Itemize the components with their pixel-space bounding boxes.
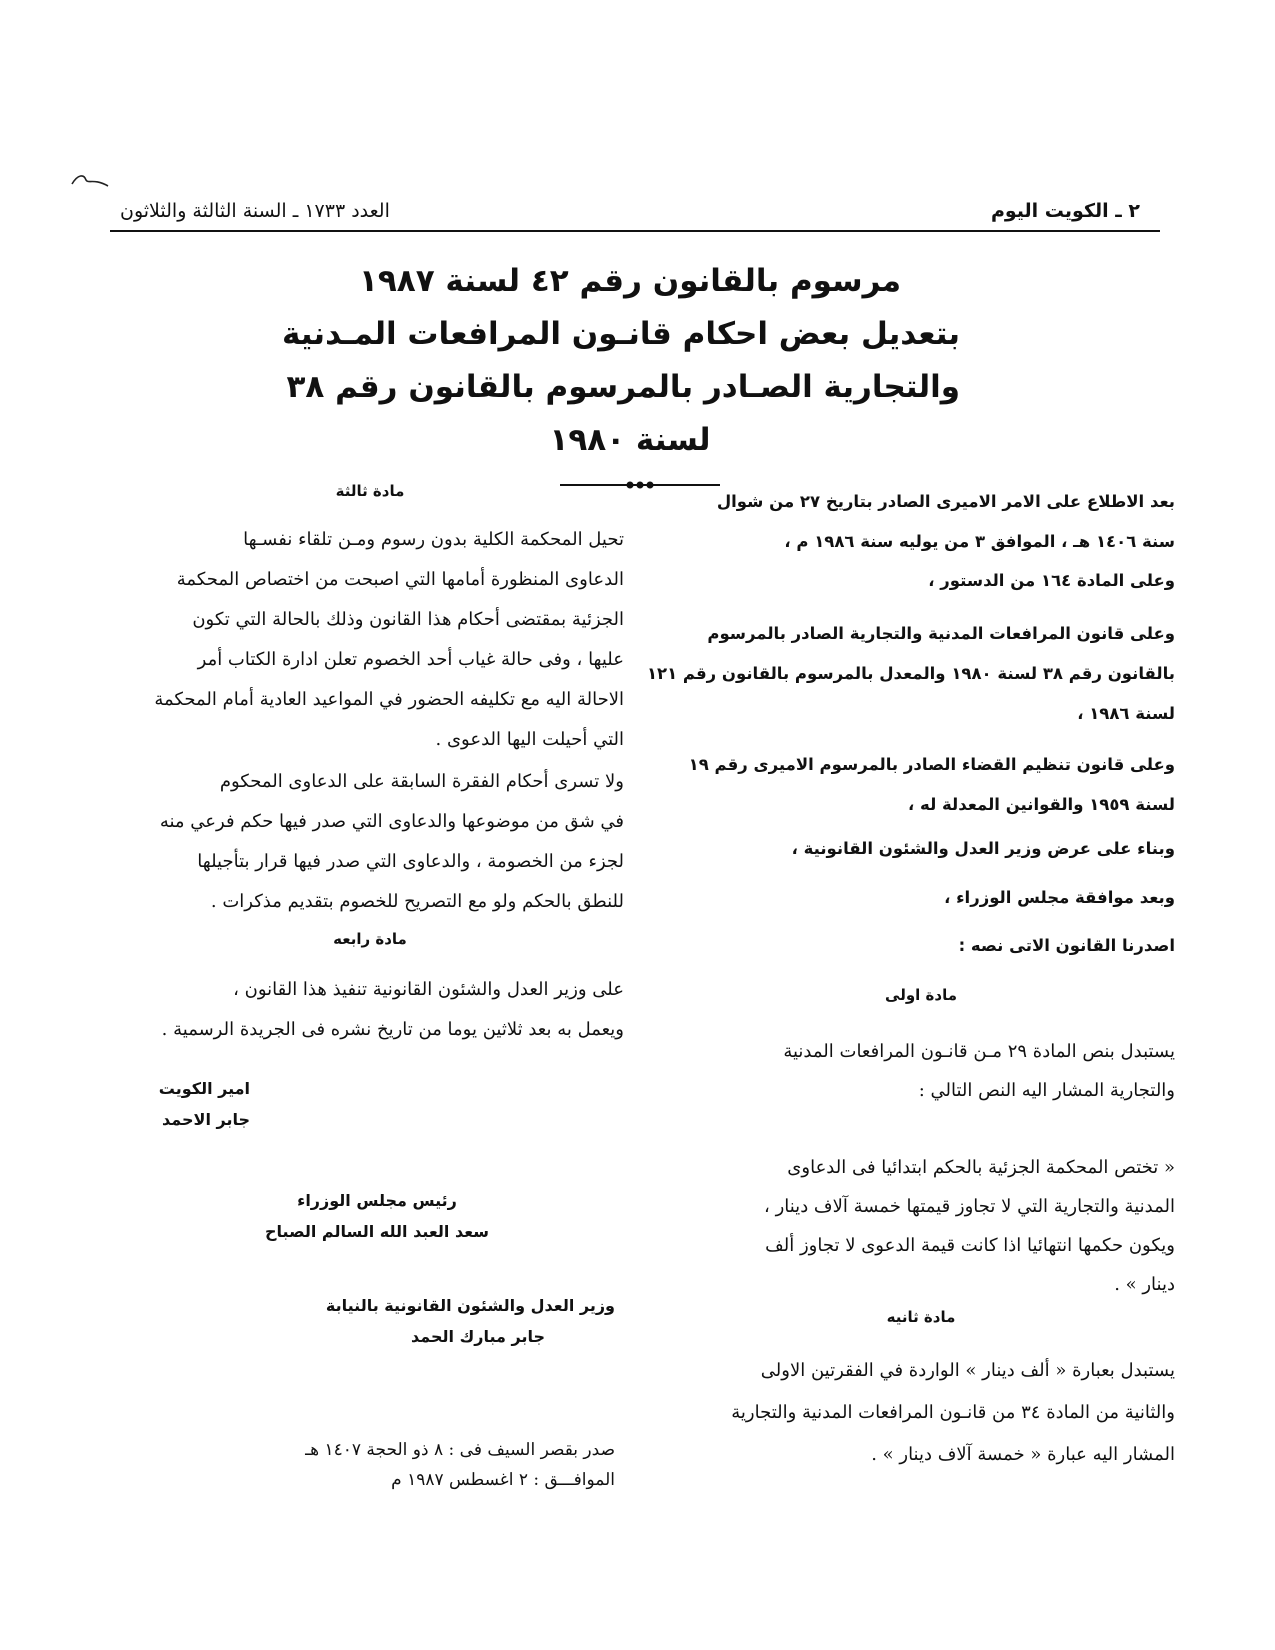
text-line: لجزء من الخصومة ، والدعاوى التي صدر فيها قرار بتأجيلها (197, 851, 624, 872)
signature-name: جابر مبارك الحمد (411, 1327, 545, 1346)
signature-amir (159, 1073, 250, 1135)
text-line: الدعاوى المنظورة أمامها التي اصبحت من اختصاص المحكمة (176, 569, 624, 590)
article-4-title: مادة رابعه (333, 930, 407, 948)
text-line: ولا تسرى أحكام الفقرة السابقة على الدعاوى المحكوم (219, 771, 624, 792)
text-line: على وزير العدل والشئون القانونية تنفيذ هذا القانون ، (233, 979, 624, 1000)
preamble-1 (667, 482, 1175, 562)
header-issue: العدد ١٧٣٣ ـ السنة الثالثة والثلاثون (120, 200, 390, 222)
handwritten-mark (70, 170, 110, 190)
text-line: المشار اليه عبارة « خمسة آلاف دينار » . (871, 1444, 1175, 1465)
text-line: لسنة ١٩٨٦ ، (1077, 704, 1175, 723)
text-line: وعلى قانون تنظيم القضاء الصادر بالمرسوم الاميرى رقم ١٩ (688, 755, 1175, 774)
signature-title: امير الكويت (158, 1079, 250, 1098)
text-line: يستبدل بعبارة « ألف دينار » الواردة في الفقرتين الاولى (760, 1360, 1175, 1381)
text-line: لسنة ١٩٥٩ والقوانين المعدلة له ، (908, 795, 1175, 814)
preamble-2 (667, 566, 1175, 596)
text-line: يستبدل بنص المادة ٢٩ مـن قانـون المرافعات المدنية (783, 1041, 1175, 1062)
text-line: الجزئية بمقتضى أحكام هذا القانون وذلك بالحالة التي تكون (192, 609, 624, 630)
preamble-6 (667, 883, 1175, 913)
article-2-title: مادة ثانيه (886, 1308, 956, 1326)
text-line: عليها ، وفى حالة غياب أحد الخصوم تعلن ادارة الكتاب أمر (197, 649, 624, 670)
signature-title: رئيس مجلس الوزراء (297, 1191, 457, 1210)
text-line: دينار » . (1114, 1274, 1175, 1295)
text-line: للنطق بالحكم ولو مع التصريح للخصوم بتقديم مذكرات . (210, 891, 624, 912)
decree-title (281, 255, 960, 467)
article-3-title: مادة ثالثة (335, 482, 405, 500)
signature-name: جابر الاحمد (162, 1110, 250, 1129)
text-line: وعلى قانون المرافعات المدنية والتجارية الصادر بالمرسوم (707, 624, 1175, 643)
article-1-text (667, 1032, 1175, 1304)
signature-title: وزير العدل والشئون القانونية بالنيابة (325, 1296, 615, 1315)
issued-line-1: صدر بقصر السيف فى : ٨ ذو الحجة ١٤٠٧ هـ (305, 1440, 615, 1460)
text-line: « تختص المحكمة الجزئية بالحكم ابتدائيا فى الدعاوى (787, 1157, 1175, 1178)
signature-name: سعد العبد الله السالم الصباح (265, 1222, 489, 1241)
issued-at (305, 1435, 615, 1495)
title-line-1: مرسوم بالقانون رقم ٤٢ لسنة ١٩٨٧ (358, 263, 902, 299)
preamble-5 (667, 834, 1175, 864)
article-3-para-2 (116, 762, 624, 922)
text-line: سنة ١٤٠٦ هـ ، الموافق ٣ من يوليه سنة ١٩٨٦ م ، (784, 532, 1175, 551)
header-publication: ٢ ـ الكويت اليوم (990, 200, 1140, 222)
title-line-2: بتعديل بعض احكام قانـون المرافعات المـدنية (281, 316, 960, 352)
preamble-7 (667, 931, 1175, 961)
text-line: بالقانون رقم ٣٨ لسنة ١٩٨٠ والمعدل بالمرسوم بالقانون رقم ١٢١ (646, 664, 1175, 683)
preamble-4 (667, 745, 1175, 825)
text-line: وعلى المادة ١٦٤ من الدستور ، (928, 571, 1175, 590)
article-2-text (667, 1350, 1175, 1476)
issued-line-2: الموافـــق : ٢ اغسطس ١٩٨٧ م (391, 1470, 615, 1490)
text-line: ويعمل به بعد ثلاثين يوما من تاريخ نشره فى الجريدة الرسمية . (161, 1019, 624, 1040)
signature-minister (326, 1290, 615, 1352)
text-line: اصدرنا القانون الاتى نصه : (958, 936, 1175, 955)
article-4-text (116, 970, 624, 1050)
text-line: وبناء على عرض وزير العدل والشئون القانونية ، (791, 839, 1175, 858)
text-line: بعد الاطلاع على الامر الاميرى الصادر بتاريخ ٢٧ من شوال (716, 492, 1175, 511)
text-line: تحيل المحكمة الكلية بدون رسوم ومـن تلقاء نفسـها (243, 529, 624, 550)
text-line: في شق من موضوعها والدعاوى التي صدر فيها حكم فرعي منه (159, 811, 624, 832)
text-line: والتجارية المشار اليه النص التالي : (918, 1080, 1175, 1101)
preamble-3 (646, 614, 1175, 734)
text-line: والثانية من المادة ٣٤ من قانـون المرافعات المدنية والتجارية (731, 1402, 1175, 1423)
title-line-3: والتجارية الصـادر بالمرسوم بالقانون رقم ٣٨ (286, 369, 960, 405)
article-3-para-1 (116, 520, 624, 760)
title-line-4: لسنة ١٩٨٠ (549, 422, 711, 458)
article-1-title: مادة اولى (885, 986, 957, 1004)
page-header (110, 196, 1160, 232)
text-line: المدنية والتجارية التي لا تجاوز قيمتها خمسة آلاف دينار ، (764, 1196, 1175, 1217)
text-line: التي أحيلت اليها الدعوى . (435, 729, 624, 750)
text-line: وبعد موافقة مجلس الوزراء ، (944, 888, 1175, 907)
text-line: الاحالة اليه مع تكليفه الحضور في المواعيد العادية أمام المحكمة (154, 689, 624, 710)
text-line: ويكون حكمها انتهائيا اذا كانت قيمة الدعوى لا تجاوز ألف (765, 1235, 1175, 1256)
signature-prime-minister (252, 1185, 502, 1247)
